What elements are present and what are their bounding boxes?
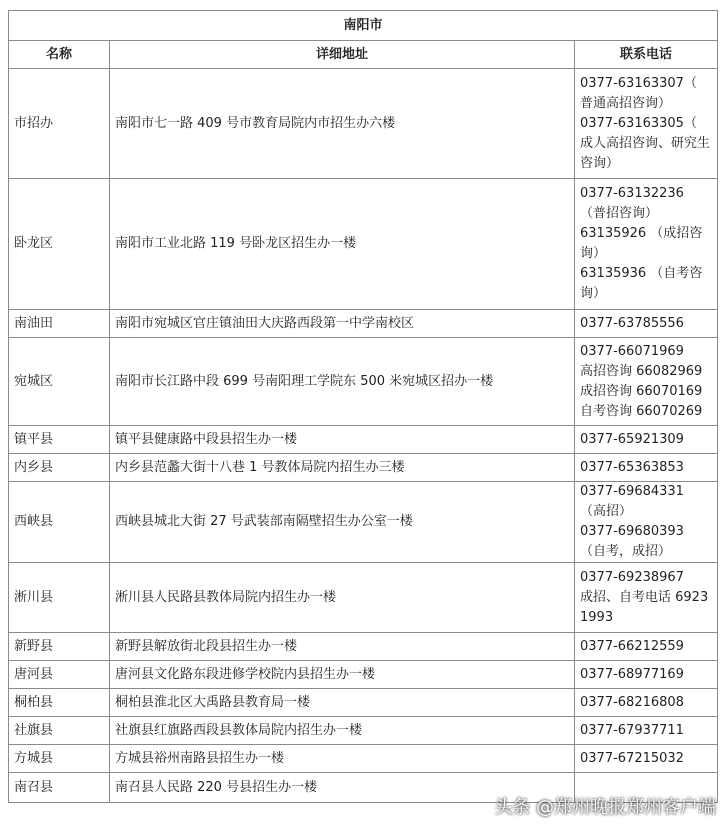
cell-name: 卧龙区 [9, 179, 110, 310]
phone-line: 0377-65921309 [580, 431, 684, 447]
cell-phone [575, 426, 718, 454]
cell-name: 社旗县 [9, 717, 110, 745]
cell-name: 唐河县 [9, 661, 110, 689]
phone-line: 0377-66071969 [580, 343, 684, 359]
cell-name: 市招办 [9, 69, 110, 179]
table-row [9, 310, 718, 338]
phone-line: 0377-68977169 [580, 666, 684, 682]
cell-address: 镇平县健康路中段县招生办一楼 [110, 426, 575, 454]
phone-line: 高招咨询 66082969 [580, 363, 703, 379]
cell-phone [575, 454, 718, 482]
cell-address: 南阳市长江路中段 699 号南阳理工学院东 500 米宛城区招办一楼 [110, 338, 575, 426]
cell-phone [575, 661, 718, 689]
phone-line: 63135936 （自考咨询） [580, 266, 703, 301]
cell-address: 社旗县红旗路西段县教体局院内招生办一楼 [110, 717, 575, 745]
table-row [9, 717, 718, 745]
cell-phone [575, 482, 718, 563]
phone-line: 成招、自考电话 69231993 [580, 589, 709, 625]
table-row [9, 563, 718, 633]
cell-name: 桐柏县 [9, 689, 110, 717]
table-title-row [9, 11, 718, 41]
table-title: 南阳市 [9, 11, 718, 41]
phone-line: 0377-65363853 [580, 459, 684, 475]
phone-line: 0377-67937711 [580, 722, 684, 738]
table-row [9, 69, 718, 179]
phone-line: 0377-68216808 [580, 694, 684, 710]
table-row [9, 689, 718, 717]
phone-line: 63135926 （成招咨询） [580, 226, 703, 261]
phone-line: 0377-66212559 [580, 638, 684, 654]
cell-phone [575, 717, 718, 745]
table-header-row [9, 41, 718, 69]
table-row [9, 745, 718, 773]
cell-phone [575, 310, 718, 338]
header-address: 详细地址 [110, 41, 575, 69]
cell-address: 南阳市宛城区官庄镇油田大庆路西段第一中学南校区 [110, 310, 575, 338]
cell-phone [575, 689, 718, 717]
phone-line: 自考咨询 66070269 [580, 403, 703, 419]
phone-line: 0377-67215032 [580, 750, 684, 766]
table-row [9, 633, 718, 661]
phone-line: 成招咨询 66070169 [580, 383, 703, 399]
cell-name: 新野县 [9, 633, 110, 661]
phone-line: 0377-63163307（ 普通高招咨询） [580, 75, 697, 111]
cell-name: 方城县 [9, 745, 110, 773]
table-row [9, 482, 718, 563]
phone-line: 0377-63163305（ 成人高招咨询、研究生咨询） [580, 115, 711, 171]
cell-phone [575, 633, 718, 661]
cell-phone [575, 563, 718, 633]
cell-phone [575, 179, 718, 310]
cell-address: 淅川县人民路县教体局院内招生办一楼 [110, 563, 575, 633]
cell-phone [575, 69, 718, 179]
table-row [9, 338, 718, 426]
cell-address: 南阳市七一路 409 号市教育局院内市招生办六楼 [110, 69, 575, 179]
admissions-office-table [8, 10, 718, 803]
cell-name: 内乡县 [9, 454, 110, 482]
cell-address: 桐柏县淮北区大禹路县教育局一楼 [110, 689, 575, 717]
cell-name: 宛城区 [9, 338, 110, 426]
cell-phone [575, 745, 718, 773]
cell-name: 镇平县 [9, 426, 110, 454]
cell-name: 西峡县 [9, 482, 110, 563]
cell-address: 唐河县文化路东段进修学校院内县招生办一楼 [110, 661, 575, 689]
phone-line: 0377-63132236 （普招咨询） [580, 186, 684, 221]
table-row [9, 454, 718, 482]
cell-name: 淅川县 [9, 563, 110, 633]
header-name: 名称 [9, 41, 110, 69]
phone-line: 0377-63785556 [580, 315, 684, 331]
cell-name: 南油田 [9, 310, 110, 338]
cell-address: 内乡县范蠡大街十八巷 1 号教体局院内招生办三楼 [110, 454, 575, 482]
phone-line: 0377-69684331 （高招） [580, 484, 684, 519]
header-phone: 联系电话 [575, 41, 718, 69]
table-row [9, 661, 718, 689]
table-row [9, 179, 718, 310]
cell-address: 西峡县城北大街 27 号武装部南隔壁招生办公室一楼 [110, 482, 575, 563]
cell-address: 方城县裕州南路县招生办一楼 [110, 745, 575, 773]
table-body [9, 69, 718, 803]
cell-address: 南召县人民路 220 号县招生办一楼 [110, 773, 575, 803]
cell-address: 南阳市工业北路 119 号卧龙区招生办一楼 [110, 179, 575, 310]
phone-line: 0377-69238967 [580, 569, 684, 585]
phone-line: 0377-69680393 （自考，成招） [580, 524, 684, 559]
cell-phone [575, 338, 718, 426]
cell-address: 新野县解放街北段县招生办一楼 [110, 633, 575, 661]
table-row [9, 426, 718, 454]
watermark: 头条 @郑州晚报郑州客户端 [494, 797, 716, 818]
cell-name: 南召县 [9, 773, 110, 803]
